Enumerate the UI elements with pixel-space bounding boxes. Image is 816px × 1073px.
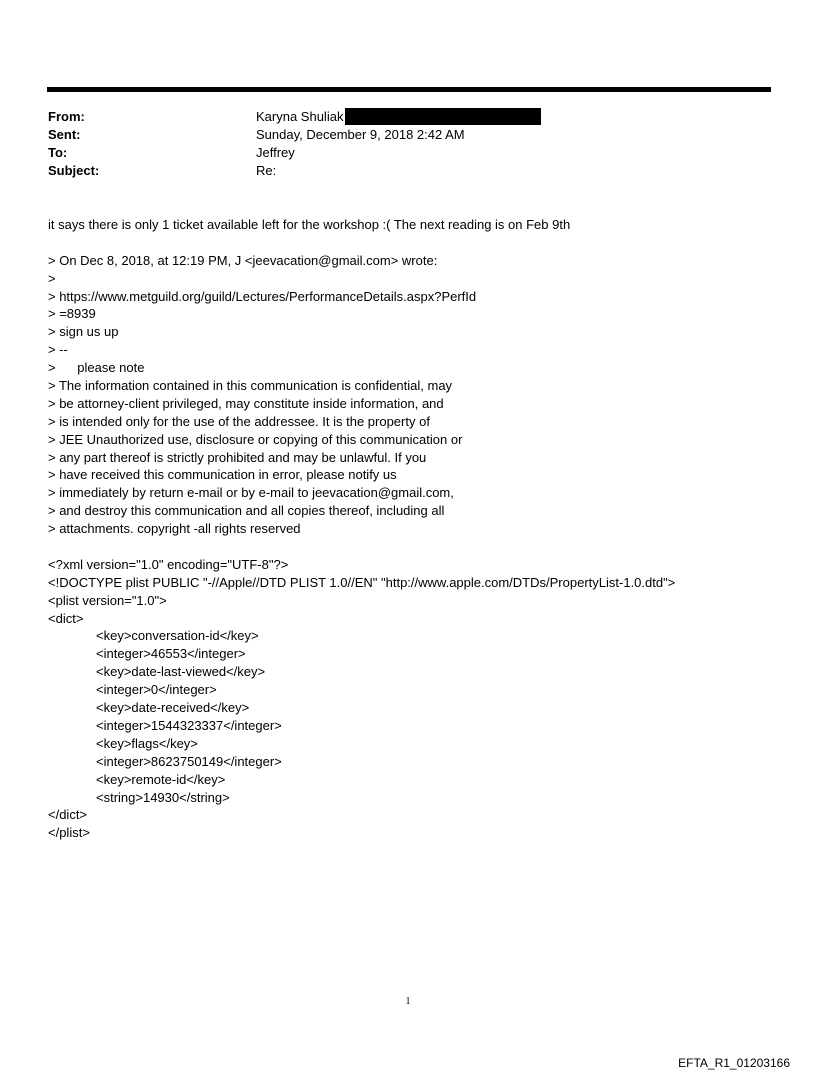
xml-line: </dict> — [48, 807, 88, 823]
document-id: EFTA_R1_01203166 — [678, 1056, 790, 1070]
quoted-line: > https://www.metguild.org/guild/Lectures/PerformanceDetails.aspx?PerfId — [48, 288, 477, 304]
subject-value: Re: — [256, 163, 277, 178]
to-label: To: — [48, 145, 68, 160]
xml-line: <integer>8623750149</integer> — [96, 753, 282, 769]
quoted-line: > -- — [48, 342, 68, 358]
quoted-line: > and destroy this communication and all copies thereof, including all — [48, 503, 445, 519]
subject-label: Subject: — [48, 163, 100, 178]
xml-line: <key>date-last-viewed</key> — [96, 664, 266, 680]
xml-line: <?xml version="1.0" encoding="UTF-8"?> — [48, 556, 289, 572]
quoted-line: > On Dec 8, 2018, at 12:19 PM, J <jeevacation@gmail.com> wrote: — [48, 252, 438, 268]
blank-line — [48, 538, 778, 556]
subject-row — [48, 162, 768, 180]
xml-line: </plist> — [48, 825, 90, 841]
plist-xml — [48, 556, 778, 842]
quoted-line: > The information contained in this communication is confidential, may — [48, 378, 453, 394]
quoted-line: > any part thereof is strictly prohibited and may be unlawful. If you — [48, 449, 427, 465]
xml-line: <integer>46553</integer> — [96, 646, 246, 662]
xml-line: <string>14930</string> — [96, 789, 230, 805]
message-text: it says there is only 1 ticket available left for the workshop :( The next reading is on Feb 9th — [48, 217, 571, 232]
xml-line: <integer>1544323337</integer> — [96, 717, 282, 733]
quoted-line: > immediately by return e-mail or by e-mail to jeevacation@gmail.com, — [48, 485, 454, 501]
header-divider — [47, 87, 771, 92]
redaction-bar — [345, 108, 541, 125]
xml-line: <plist version="1.0"> — [48, 592, 167, 608]
page-number: 1 — [405, 996, 411, 1007]
quoted-line: > attachments. copyright -all rights reserved — [48, 521, 301, 537]
xml-line: <key>conversation-id</key> — [96, 628, 259, 644]
xml-line: <!DOCTYPE plist PUBLIC "-//Apple//DTD PLIST 1.0//EN" "http://www.apple.com/DTDs/PropertyList-1.0.dtd"> — [48, 574, 676, 590]
quoted-line: > please note — [48, 360, 145, 376]
quoted-line: > =8939 — [48, 306, 96, 322]
sent-value: Sunday, December 9, 2018 2:42 AM — [256, 127, 465, 142]
email-body — [48, 216, 778, 842]
quoted-line: > be attorney-client privileged, may constitute inside information, and — [48, 395, 444, 411]
quoted-line: > have received this communication in error, please notify us — [48, 467, 397, 483]
xml-line: <dict> — [48, 610, 84, 626]
sender-name: Karyna Shuliak — [256, 109, 344, 124]
quoted-line: > JEE Unauthorized use, disclosure or copying of this communication or — [48, 431, 463, 447]
from-row — [48, 108, 768, 126]
from-value — [256, 108, 541, 126]
sent-label: Sent: — [48, 127, 81, 142]
quoted-line: > — [48, 270, 56, 286]
to-value: Jeffrey — [256, 145, 295, 160]
email-header — [48, 108, 768, 180]
to-row — [48, 144, 768, 162]
quoted-message — [48, 252, 778, 538]
sent-row — [48, 126, 768, 144]
xml-line: <key>date-received</key> — [96, 700, 250, 716]
xml-line: <key>flags</key> — [96, 735, 198, 751]
blank-line — [48, 234, 778, 252]
xml-line: <key>remote-id</key> — [96, 771, 226, 787]
xml-line: <integer>0</integer> — [96, 682, 217, 698]
quoted-line: > sign us up — [48, 324, 119, 340]
quoted-line: > is intended only for the use of the addressee. It is the property of — [48, 413, 430, 429]
from-label: From: — [48, 109, 85, 124]
